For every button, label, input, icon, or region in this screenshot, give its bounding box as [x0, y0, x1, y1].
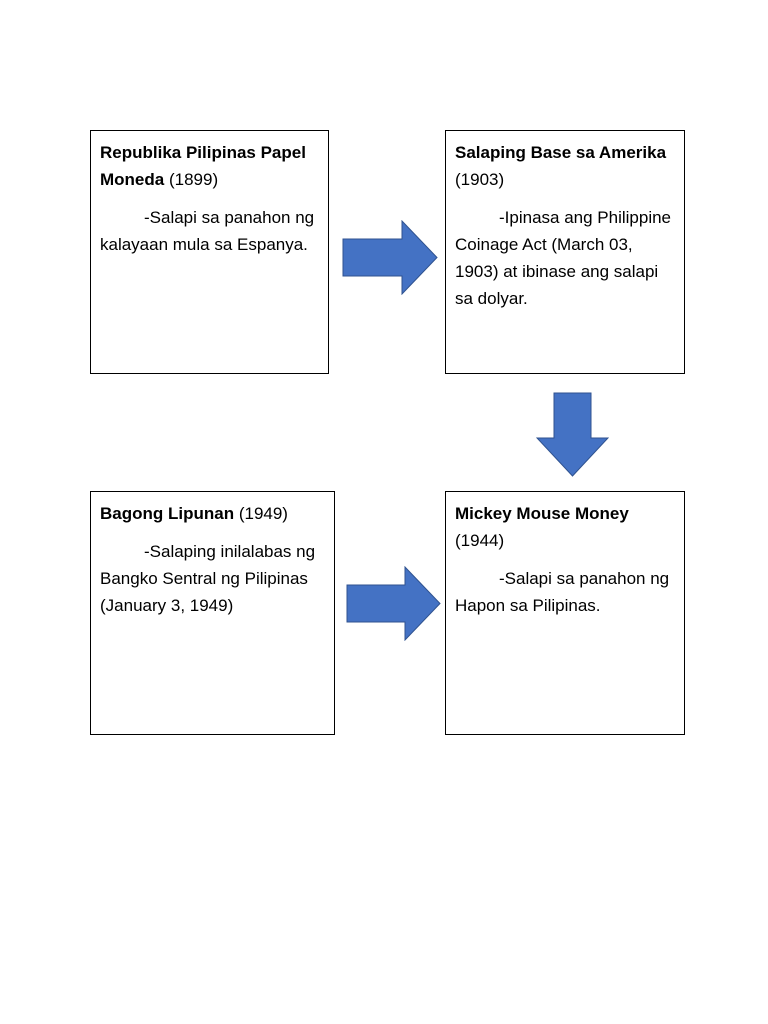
box-title [455, 500, 676, 554]
box-year: (1899) [168, 170, 219, 189]
box-body: -Salapi sa panahon ng kalayaan mula sa Espanya. [100, 208, 315, 254]
box-year: (1944) [455, 531, 505, 550]
arrow-right-icon [346, 566, 441, 641]
box-papel-moneda [90, 130, 329, 374]
box-body: -Ipinasa ang Philippine Coinage Act (March 03, 1903) at ibinase ang salapi sa dolyar. [455, 208, 672, 308]
arrow-right-icon [342, 220, 438, 295]
box-body: -Salapi sa panahon ng Hapon sa Pilipinas. [455, 569, 670, 615]
box-title [100, 139, 320, 193]
box-title-bold: Bagong Lipunan [100, 504, 235, 523]
box-title-bold: Mickey Mouse Money [455, 504, 629, 523]
box-year: (1949) [238, 504, 288, 523]
box-salaping-base-amerika [445, 130, 685, 374]
box-title [100, 500, 326, 527]
box-title-bold: Salaping Base sa Amerika [455, 143, 667, 162]
box-mickey-mouse-money [445, 491, 685, 735]
box-title [455, 139, 676, 193]
arrow-down-icon [536, 392, 609, 477]
box-bagong-lipunan [90, 491, 335, 735]
box-year: (1903) [455, 170, 505, 189]
box-title-bold: Republika Pilipinas Papel Moneda [100, 143, 306, 189]
box-body: -Salaping inilalabas ng Bangko Sentral ng Pilipinas (January 3, 1949) [100, 542, 316, 615]
